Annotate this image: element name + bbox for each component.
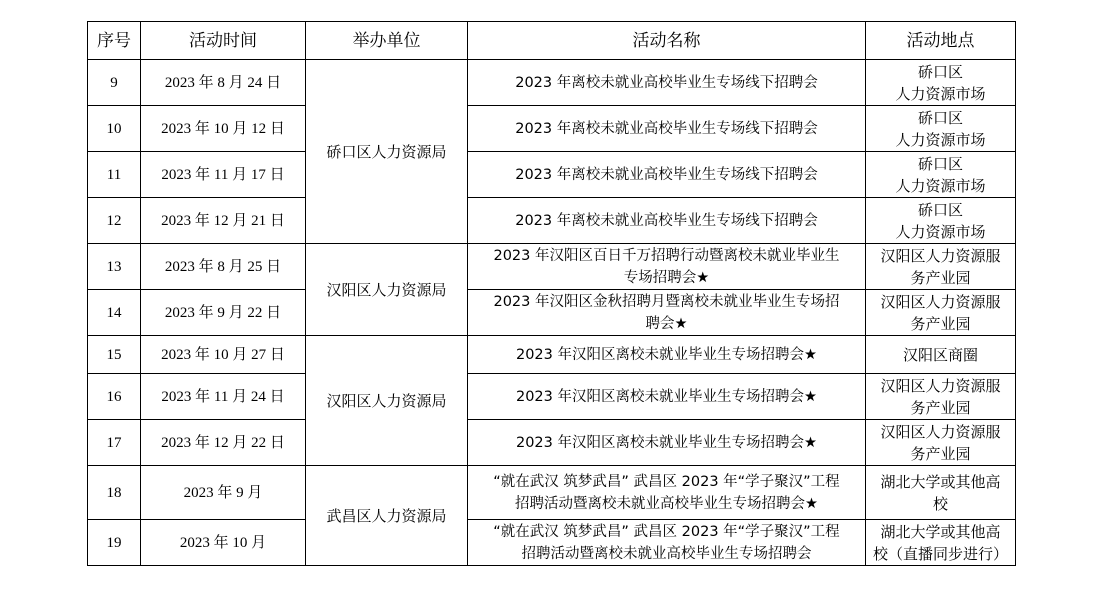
row-index: 12 (88, 198, 141, 244)
row-location: 汉阳区商圈 (866, 336, 1016, 374)
table-row (88, 152, 1016, 198)
row-organizer: 汉阳区人力资源局 (306, 336, 468, 466)
table-row (88, 60, 1016, 106)
row-organizer: 汉阳区人力资源局 (306, 244, 468, 336)
row-activity-name: “就在武汉 筑梦武昌” 武昌区 2023 年“学子聚汉”工程 招聘活动暨离校未就业高校毕业生专场招聘会 (468, 520, 866, 566)
row-index: 14 (88, 290, 141, 336)
row-index: 13 (88, 244, 141, 290)
row-activity-name: 2023 年离校未就业高校毕业生专场线下招聘会 (468, 106, 866, 152)
table-row (88, 420, 1016, 466)
row-date: 2023 年 8 月 25 日 (141, 244, 306, 290)
row-location: 硚口区 人力资源市场 (866, 106, 1016, 152)
row-index: 19 (88, 520, 141, 566)
table-row (88, 198, 1016, 244)
row-index: 18 (88, 466, 141, 520)
row-location: 汉阳区人力资源服 务产业园 (866, 244, 1016, 290)
row-activity-name: 2023 年汉阳区离校未就业毕业生专场招聘会★ (468, 336, 866, 374)
row-index: 16 (88, 374, 141, 420)
row-location: 湖北大学或其他高 校 (866, 466, 1016, 520)
row-location: 硚口区 人力资源市场 (866, 152, 1016, 198)
table-row (88, 336, 1016, 374)
row-date: 2023 年 9 月 (141, 466, 306, 520)
row-activity-name: 2023 年离校未就业高校毕业生专场线下招聘会 (468, 60, 866, 106)
header-organizer: 举办单位 (306, 22, 468, 60)
row-index: 10 (88, 106, 141, 152)
row-index: 9 (88, 60, 141, 106)
row-date: 2023 年 11 月 17 日 (141, 152, 306, 198)
row-date: 2023 年 11 月 24 日 (141, 374, 306, 420)
row-location: 湖北大学或其他高 校（直播同步进行） (866, 520, 1016, 566)
row-date: 2023 年 12 月 22 日 (141, 420, 306, 466)
table-row (88, 374, 1016, 420)
row-index: 15 (88, 336, 141, 374)
table-row (88, 466, 1016, 520)
row-index: 17 (88, 420, 141, 466)
row-activity-name: 2023 年汉阳区金秋招聘月暨离校未就业毕业生专场招 聘会★ (468, 290, 866, 336)
row-date: 2023 年 12 月 21 日 (141, 198, 306, 244)
row-activity-name: “就在武汉 筑梦武昌” 武昌区 2023 年“学子聚汉”工程 招聘活动暨离校未就业高校毕业生专场招聘会★ (468, 466, 866, 520)
row-index: 11 (88, 152, 141, 198)
header-location: 活动地点 (866, 22, 1016, 60)
row-organizer: 武昌区人力资源局 (306, 466, 468, 566)
table-row (88, 106, 1016, 152)
row-activity-name: 2023 年汉阳区离校未就业毕业生专场招聘会★ (468, 420, 866, 466)
row-location: 汉阳区人力资源服 务产业园 (866, 374, 1016, 420)
row-location: 硚口区 人力资源市场 (866, 198, 1016, 244)
row-location: 汉阳区人力资源服 务产业园 (866, 290, 1016, 336)
row-activity-name: 2023 年离校未就业高校毕业生专场线下招聘会 (468, 198, 866, 244)
row-activity-name: 2023 年汉阳区离校未就业毕业生专场招聘会★ (468, 374, 866, 420)
header-date: 活动时间 (141, 22, 306, 60)
row-activity-name: 2023 年汉阳区百日千万招聘行动暨离校未就业毕业生 专场招聘会★ (468, 244, 866, 290)
row-date: 2023 年 10 月 27 日 (141, 336, 306, 374)
header-index: 序号 (88, 22, 141, 60)
row-date: 2023 年 10 月 (141, 520, 306, 566)
header-row (88, 22, 1016, 60)
row-date: 2023 年 9 月 22 日 (141, 290, 306, 336)
activity-table (87, 21, 1016, 566)
table-row (88, 244, 1016, 290)
table-row (88, 290, 1016, 336)
header-name: 活动名称 (468, 22, 866, 60)
table-row (88, 520, 1016, 566)
row-activity-name: 2023 年离校未就业高校毕业生专场线下招聘会 (468, 152, 866, 198)
row-organizer: 硚口区人力资源局 (306, 60, 468, 244)
row-date: 2023 年 10 月 12 日 (141, 106, 306, 152)
row-location: 硚口区 人力资源市场 (866, 60, 1016, 106)
row-date: 2023 年 8 月 24 日 (141, 60, 306, 106)
row-location: 汉阳区人力资源服 务产业园 (866, 420, 1016, 466)
